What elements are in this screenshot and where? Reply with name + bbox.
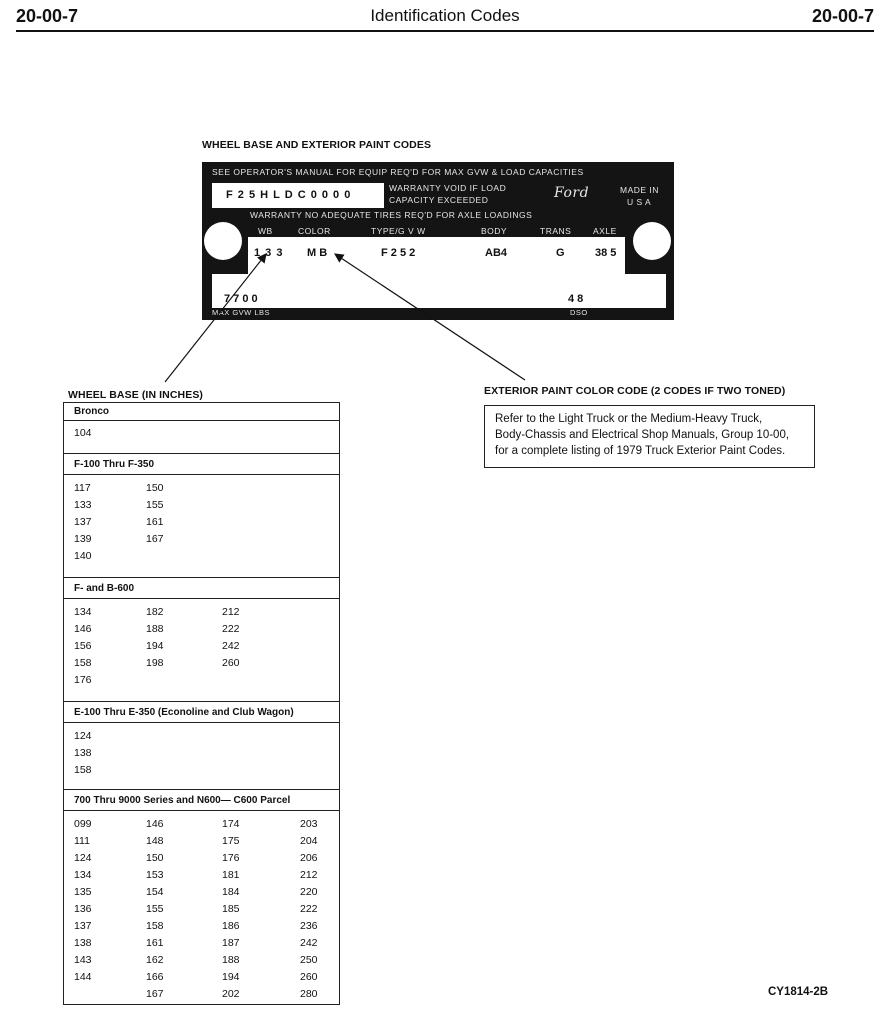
section-header: F-100 Thru F-350 (64, 453, 339, 475)
label-axle: AXLE (593, 226, 617, 236)
wheel-base-value: 158 (74, 657, 92, 669)
wheel-base-value: 155 (146, 499, 164, 511)
wheel-base-caption: WHEEL BASE (IN INCHES) (68, 389, 204, 401)
wheel-base-value: 150 (146, 852, 164, 864)
made-in-line-1: MADE IN (620, 185, 659, 195)
wheel-base-value: 158 (146, 920, 164, 932)
paint-note-line-3: for a complete listing of 1979 Truck Exterior Paint Codes. (495, 445, 786, 457)
paint-code-note (484, 405, 815, 468)
wheel-base-value: 146 (146, 818, 164, 830)
value-type: F 2 5 2 (381, 247, 416, 259)
wheel-base-value: 203 (300, 818, 318, 830)
wheel-base-value: 181 (222, 869, 240, 881)
wheel-base-value: 124 (74, 730, 92, 742)
page-number-left: 20-00-7 (16, 6, 79, 26)
serial-number: F 2 5 H L D C 0 0 0 0 (226, 189, 352, 201)
wheel-base-value: 242 (300, 937, 318, 949)
value-color: M B (307, 247, 328, 259)
wheel-base-value: 137 (74, 516, 92, 528)
plate-line-3: WARRANTY NO ADEQUATE TIRES REQ'D FOR AXLE LOADINGS (250, 210, 533, 220)
wheel-base-value: 137 (74, 920, 92, 932)
value-dso: 4 8 (568, 293, 584, 305)
wheel-base-value: 185 (222, 903, 240, 915)
wheel-base-value: 161 (146, 937, 164, 949)
wheel-base-value: 260 (222, 657, 240, 669)
ford-logo: Ford (554, 185, 590, 201)
wheel-base-value: 134 (74, 606, 92, 618)
wheel-base-value: 260 (300, 971, 318, 983)
wheel-base-value: 167 (146, 988, 164, 1000)
wheel-base-value: 111 (74, 835, 90, 847)
wheel-base-value: 140 (74, 550, 92, 562)
wheel-base-value: 204 (300, 835, 318, 847)
wheel-base-value: 161 (146, 516, 164, 528)
wheel-base-value: 187 (222, 937, 240, 949)
wheel-base-value: 099 (74, 818, 92, 830)
wheel-base-value: 138 (74, 937, 92, 949)
wheel-base-value: 139 (74, 533, 92, 545)
made-in-line-2: U S A (627, 197, 652, 207)
wheel-base-value: 174 (222, 818, 240, 830)
wheel-base-value: 222 (300, 903, 318, 915)
wheel-base-value: 176 (222, 852, 240, 864)
label-color: COLOR (298, 226, 331, 236)
wheel-base-value: 162 (146, 954, 164, 966)
value-axle: 38 5 (595, 247, 617, 259)
wheel-base-value: 153 (146, 869, 164, 881)
wheel-base-value: 188 (146, 623, 164, 635)
section-header: E-100 Thru E-350 (Econoline and Club Wagon) (64, 701, 339, 723)
wheel-base-value: 212 (300, 869, 318, 881)
wheel-base-value: 124 (74, 852, 92, 864)
wheel-base-value: 280 (300, 988, 318, 1000)
wheel-base-value: 236 (300, 920, 318, 932)
wheel-base-value: 146 (74, 623, 92, 635)
wheel-base-value: 148 (146, 835, 164, 847)
plate-caption: WHEEL BASE AND EXTERIOR PAINT CODES (202, 139, 432, 151)
plate-line-1: SEE OPERATOR'S MANUAL FOR EQUIP REQ'D FOR MAX GVW & LOAD CAPACITIES (212, 167, 584, 177)
label-trans: TRANS (540, 226, 572, 236)
label-dso: DSO (570, 308, 588, 317)
value-trans: G (556, 247, 565, 259)
label-type-gvw: TYPE/G V W (371, 226, 426, 236)
wheel-base-value: 167 (146, 533, 164, 545)
wheel-base-table (63, 402, 340, 1005)
wheel-base-value: 156 (74, 640, 92, 652)
wheel-base-value: 194 (222, 971, 240, 983)
value-body: AB4 (485, 247, 508, 259)
paint-code-caption: EXTERIOR PAINT COLOR CODE (2 CODES IF TWO TONED) (484, 385, 786, 397)
warranty-void-line-1: WARRANTY VOID IF LOAD (389, 183, 507, 193)
wheel-base-value: 117 (74, 482, 91, 494)
wheel-base-value: 194 (146, 640, 164, 652)
figure-id: CY1814-2B (768, 986, 829, 998)
wheel-base-value: 184 (222, 886, 240, 898)
wheel-base-value: 104 (74, 427, 92, 439)
paint-code-arrow (335, 254, 525, 380)
section-header: Bronco (64, 403, 339, 421)
wheel-base-value: 154 (146, 886, 164, 898)
page-title: Identification Codes (370, 6, 520, 25)
wheel-base-value: 134 (74, 869, 92, 881)
wheel-base-value: 222 (222, 623, 240, 635)
wheel-base-value: 155 (146, 903, 164, 915)
wheel-base-value: 158 (74, 764, 92, 776)
paint-note-line-2: Body-Chassis and Electrical Shop Manuals, Group 10-00, (495, 429, 790, 441)
wheel-base-value: 144 (74, 971, 92, 983)
section-header: F- and B-600 (64, 577, 339, 599)
value-max-gvw: 7 7 0 0 (224, 293, 258, 305)
wheel-base-value: 138 (74, 747, 92, 759)
wheel-base-value: 133 (74, 499, 92, 511)
wheel-base-value: 150 (146, 482, 164, 494)
wheel-base-value: 186 (222, 920, 240, 932)
wheel-base-value: 182 (146, 606, 164, 618)
wheel-base-value: 166 (146, 971, 164, 983)
page-number-right: 20-00-7 (811, 6, 874, 26)
wheel-base-value: 202 (222, 988, 240, 1000)
label-wb: WB (258, 226, 273, 236)
wheel-base-value: 212 (222, 606, 240, 618)
section-header: 700 Thru 9000 Series and N600— C600 Parcel (64, 789, 339, 811)
wheel-base-value: 135 (74, 886, 92, 898)
wheel-base-value: 136 (74, 903, 92, 915)
wheel-base-value: 143 (74, 954, 92, 966)
label-max-gvw: MAX GVW LBS (212, 308, 271, 317)
wheel-base-value: 188 (222, 954, 240, 966)
paint-note-line-1: Refer to the Light Truck or the Medium-Heavy Truck, (495, 413, 763, 425)
value-wb: 1 3 3 (254, 247, 284, 259)
warranty-void-line-2: CAPACITY EXCEEDED (389, 195, 489, 205)
wheel-base-value: 220 (300, 886, 318, 898)
wheel-base-value: 250 (300, 954, 318, 966)
wheel-base-value: 242 (222, 640, 240, 652)
wheel-base-value: 198 (146, 657, 164, 669)
wheel-base-value: 206 (300, 852, 318, 864)
wheel-base-value: 176 (74, 674, 92, 686)
label-body: BODY (481, 226, 508, 236)
wheel-base-arrow (165, 254, 266, 382)
wheel-base-value: 175 (222, 835, 240, 847)
